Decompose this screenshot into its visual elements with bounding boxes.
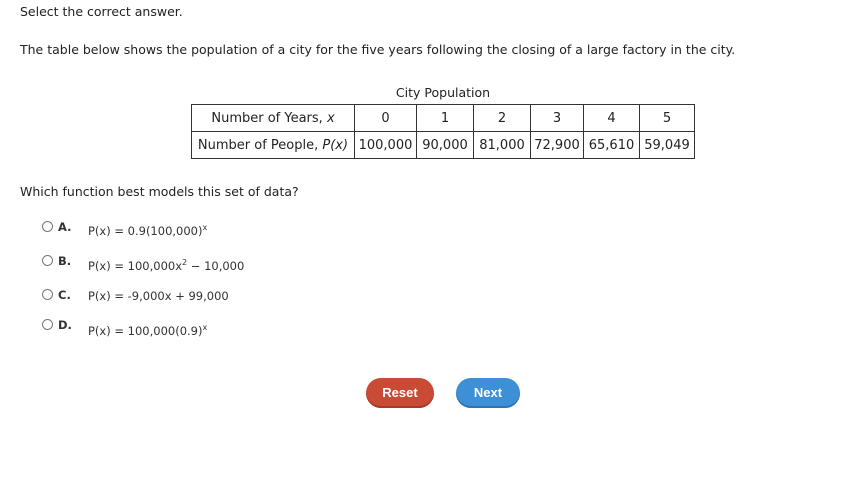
instruction-text: Select the correct answer.: [20, 4, 183, 19]
option-a-letter[interactable]: A.: [58, 220, 72, 234]
row-header-years: Number of Years, x: [192, 105, 355, 132]
reset-button[interactable]: Reset: [366, 378, 434, 408]
population-table: [191, 104, 695, 159]
row-header-people: Number of People, P(x): [192, 132, 355, 159]
option-a-radio[interactable]: [42, 221, 53, 232]
people-cell: 90,000: [417, 132, 474, 159]
option-d-letter[interactable]: D.: [58, 318, 72, 332]
option-a-formula[interactable]: $P(x) = 0.9(100,000)^x$: [88, 223, 208, 238]
option-c-formula[interactable]: P(x) = -9,000x + 99,000: [88, 289, 229, 303]
variable-x: x: [326, 110, 335, 126]
option-b-radio[interactable]: [42, 255, 53, 266]
people-cell: 100,000: [355, 132, 417, 159]
table-row-people: [192, 132, 695, 159]
variable-px: P(x): [322, 137, 349, 153]
option-b-letter[interactable]: B.: [58, 254, 72, 268]
question-prompt: The table below shows the population of a city for the five years following the closing of a large factory in the city.: [20, 42, 736, 57]
next-button[interactable]: Next: [456, 378, 520, 408]
people-cell: 65,610: [584, 132, 640, 159]
year-cell: 0: [355, 105, 417, 132]
option-d-formula[interactable]: $P(x) = 100,000(0.9)^x$: [88, 323, 208, 338]
year-cell: 5: [640, 105, 695, 132]
option-d-radio[interactable]: [42, 319, 53, 330]
option-b-formula[interactable]: $P(x) = 100,000x^2 - 10,000$: [88, 258, 245, 273]
people-cell: 72,900: [531, 132, 584, 159]
table-row-years: [192, 105, 695, 132]
people-cell: 81,000: [474, 132, 531, 159]
sub-question: Which function best models this set of data?: [20, 184, 299, 199]
year-cell: 3: [531, 105, 584, 132]
option-c-letter[interactable]: C.: [58, 288, 71, 302]
option-c-radio[interactable]: [42, 289, 53, 300]
people-cell: 59,049: [640, 132, 695, 159]
table-caption: City Population: [395, 85, 491, 100]
year-cell: 2: [474, 105, 531, 132]
year-cell: 1: [417, 105, 474, 132]
year-cell: 4: [584, 105, 640, 132]
